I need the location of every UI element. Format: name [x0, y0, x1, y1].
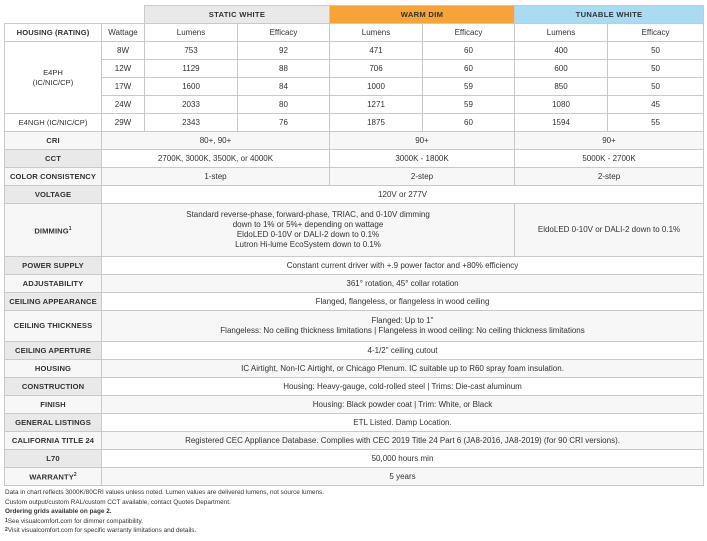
finish-label: FINISH: [5, 396, 102, 414]
ceiling-appearance-value: Flanged, flangeless, or flangeless in wood ceiling: [102, 293, 704, 311]
dimming-line: Lutron Hi-lume EcoSystem down to 0.1%: [235, 240, 381, 249]
tunable-efficacy-cell: 50: [608, 42, 704, 60]
footnote-2-text: Visit visualcomfort.com for specific warranty limitations and details.: [7, 527, 197, 534]
finish-row: [5, 396, 704, 414]
power-supply-value: Constant current driver with +.9 power factor and +80% efficiency: [102, 257, 704, 275]
header-tunable-white: TUNABLE WHITE: [515, 6, 704, 24]
color-consistency-warm: 2-step: [330, 168, 515, 186]
static-efficacy-cell: 88: [238, 60, 330, 78]
warranty-value: 5 years: [102, 468, 704, 486]
title24-row: [5, 432, 704, 450]
warm-lumens-cell: 1271: [330, 96, 423, 114]
cct-warm: 3000K - 1800K: [330, 150, 515, 168]
table-row: [5, 78, 704, 96]
voltage-label: VOLTAGE: [5, 186, 102, 204]
static-lumens-cell: 753: [145, 42, 238, 60]
wattage-cell: 24W: [102, 96, 145, 114]
dimming-tunable: EldoLED 0-10V or DALI-2 down to 0.1%: [515, 204, 704, 257]
ceiling-thickness-value: [102, 311, 704, 342]
cct-static: 2700K, 3000K, 3500K, or 4000K: [102, 150, 330, 168]
construction-label: CONSTRUCTION: [5, 378, 102, 396]
adjustability-label: ADJUSTABILITY: [5, 275, 102, 293]
static-lumens-cell: 2343: [145, 114, 238, 132]
warranty-label: [5, 468, 102, 486]
l70-row: [5, 450, 704, 468]
adjustability-row: [5, 275, 704, 293]
cri-warm: 90+: [330, 132, 515, 150]
tunable-efficacy-header: Efficacy: [608, 24, 704, 42]
e4ph-housing: [5, 42, 102, 114]
static-lumens-cell: 2033: [145, 96, 238, 114]
warm-lumens-cell: 471: [330, 42, 423, 60]
tunable-lumens-cell: 600: [515, 60, 608, 78]
warranty-row: [5, 468, 704, 486]
e4ph-rating: (IC/NIC/CP): [32, 77, 74, 87]
wattage-cell: 12W: [102, 60, 145, 78]
cri-row: [5, 132, 704, 150]
note-line: [5, 507, 324, 517]
e4ngh-housing: E4NGH (IC/NIC/CP): [5, 114, 102, 132]
cri-tunable: 90+: [515, 132, 704, 150]
wattage-cell: 17W: [102, 78, 145, 96]
static-lumens-header: Lumens: [145, 24, 238, 42]
color-consistency-label: COLOR CONSISTENCY: [5, 168, 102, 186]
warm-efficacy-header: Efficacy: [423, 24, 515, 42]
dimming-row: [5, 204, 704, 257]
wattage-cell: 29W: [102, 114, 145, 132]
static-efficacy-cell: 84: [238, 78, 330, 96]
ordering-grids-note: Ordering grids available on page 2.: [5, 508, 112, 515]
wattage-cell: 8W: [102, 42, 145, 60]
header-row: [5, 6, 704, 24]
l70-value: 50,000 hours min: [102, 450, 704, 468]
footnote-1: [5, 517, 324, 527]
dimming-label-text: DIMMING: [34, 226, 69, 236]
housing-row: [5, 360, 704, 378]
construction-row: [5, 378, 704, 396]
ceiling-thickness-label: CEILING THICKNESS: [5, 311, 102, 342]
warm-lumens-header: Lumens: [330, 24, 423, 42]
footnote-2: [5, 526, 324, 536]
cct-label: CCT: [5, 150, 102, 168]
housing-label: HOUSING: [5, 360, 102, 378]
dimming-label: [5, 204, 102, 257]
static-efficacy-cell: 92: [238, 42, 330, 60]
general-listings-row: [5, 414, 704, 432]
housing-rating-label: HOUSING (RATING): [5, 24, 102, 42]
ceiling-thickness-line: Flanged: Up to 1": [371, 316, 434, 325]
adjustability-value: 361° rotation, 45° collar rotation: [102, 275, 704, 293]
warm-efficacy-cell: 59: [423, 96, 515, 114]
ceiling-appearance-row: [5, 293, 704, 311]
warm-efficacy-cell: 59: [423, 78, 515, 96]
wattage-header: Wattage: [102, 24, 145, 42]
table-row: [5, 96, 704, 114]
construction-value: Housing: Heavy-gauge, cold-rolled steel | Trims: Die-cast aluminum: [102, 378, 704, 396]
l70-label: L70: [5, 450, 102, 468]
tunable-efficacy-cell: 50: [608, 60, 704, 78]
footnote-1-mark: 1: [5, 517, 8, 524]
tunable-efficacy-cell: 55: [608, 114, 704, 132]
warm-efficacy-cell: 60: [423, 60, 515, 78]
title24-label: CALIFORNIA TITLE 24: [5, 432, 102, 450]
voltage-value: 120V or 277V: [102, 186, 704, 204]
color-consistency-tunable: 2-step: [515, 168, 704, 186]
footnote-2-mark: 2: [5, 527, 8, 533]
warm-lumens-cell: 706: [330, 60, 423, 78]
tunable-lumens-cell: 850: [515, 78, 608, 96]
warm-efficacy-cell: 60: [423, 114, 515, 132]
table-row: [5, 60, 704, 78]
title24-value: Registered CEC Appliance Database. Complies with CEC 2019 Title 24 Part 6 (JA8-2016, JA8-2019) (for 90 CRI versions).: [102, 432, 704, 450]
static-efficacy-header: Efficacy: [238, 24, 330, 42]
static-efficacy-cell: 80: [238, 96, 330, 114]
general-listings-label: GENERAL LISTINGS: [5, 414, 102, 432]
cct-tunable: 5000K - 2700K: [515, 150, 704, 168]
tunable-lumens-cell: 400: [515, 42, 608, 60]
warm-efficacy-cell: 60: [423, 42, 515, 60]
warm-lumens-cell: 1875: [330, 114, 423, 132]
footnote-1-text: See visualcomfort.com for dimmer compatibility.: [7, 517, 143, 525]
header-static-white: STATIC WHITE: [145, 6, 330, 24]
ceiling-aperture-label: CEILING APERTURE: [5, 342, 102, 360]
power-supply-label: POWER SUPPLY: [5, 257, 102, 275]
dimming-standard: [102, 204, 515, 257]
housing-value: IC Airtight, Non-IC Airtight, or Chicago Plenum. IC suitable up to R60 spray foam insulation.: [102, 360, 704, 378]
color-consistency-row: [5, 168, 704, 186]
static-lumens-cell: 1129: [145, 60, 238, 78]
voltage-row: [5, 186, 704, 204]
dimming-line: EldoLED 0-10V or DALI-2 down to 0.1%: [236, 230, 380, 239]
warranty-label-text: WARRANTY: [29, 472, 74, 482]
warranty-footnote-mark: 2: [73, 472, 77, 479]
tunable-lumens-cell: 1080: [515, 96, 608, 114]
table-row: [5, 42, 704, 60]
tunable-efficacy-cell: 50: [608, 78, 704, 96]
cri-static: 80+, 90+: [102, 132, 330, 150]
finish-value: Housing: Black powder coat | Trim: White, or Black: [102, 396, 704, 414]
tunable-efficacy-cell: 45: [608, 96, 704, 114]
ceiling-aperture-row: [5, 342, 704, 360]
static-efficacy-cell: 76: [238, 114, 330, 132]
footnotes: [5, 488, 324, 536]
ceiling-thickness-line: Flangeless: No ceiling thickness limitations | Flangeless in wood ceiling: No ceiling thickness limitations: [220, 326, 585, 335]
ceiling-aperture-value: 4-1/2" ceiling cutout: [102, 342, 704, 360]
general-listings-value: ETL Listed. Damp Location.: [102, 414, 704, 432]
static-lumens-cell: 1600: [145, 78, 238, 96]
e4ph-name: E4PH: [43, 67, 63, 77]
subheader-row: [5, 24, 704, 42]
ceiling-appearance-label: CEILING APPEARANCE: [5, 293, 102, 311]
table-row: [5, 114, 704, 132]
color-consistency-static: 1-step: [102, 168, 330, 186]
cct-row: [5, 150, 704, 168]
note-line: Data in chart reflects 3000K/80CRI values unless noted. Lumen values are delivered lumens, not source lumens.: [5, 489, 324, 496]
power-supply-row: [5, 257, 704, 275]
dimming-line: down to 1% or 5%+ depending on wattage: [232, 220, 384, 229]
tunable-lumens-header: Lumens: [515, 24, 608, 42]
dimming-line: Standard reverse-phase, forward-phase, TRIAC, and 0-10V dimming: [186, 210, 430, 219]
header-warm-dim: WARM DIM: [330, 6, 515, 24]
note-line: Custom output/custom RAL/custom CCT available, contact Quotes Department.: [5, 498, 231, 506]
tunable-lumens-cell: 1594: [515, 114, 608, 132]
dimming-footnote-mark: 1: [68, 225, 72, 232]
header-blank: [5, 6, 145, 24]
ceiling-thickness-row: [5, 311, 704, 342]
specification-table: [4, 5, 704, 486]
cri-label: CRI: [5, 132, 102, 150]
warm-lumens-cell: 1000: [330, 78, 423, 96]
